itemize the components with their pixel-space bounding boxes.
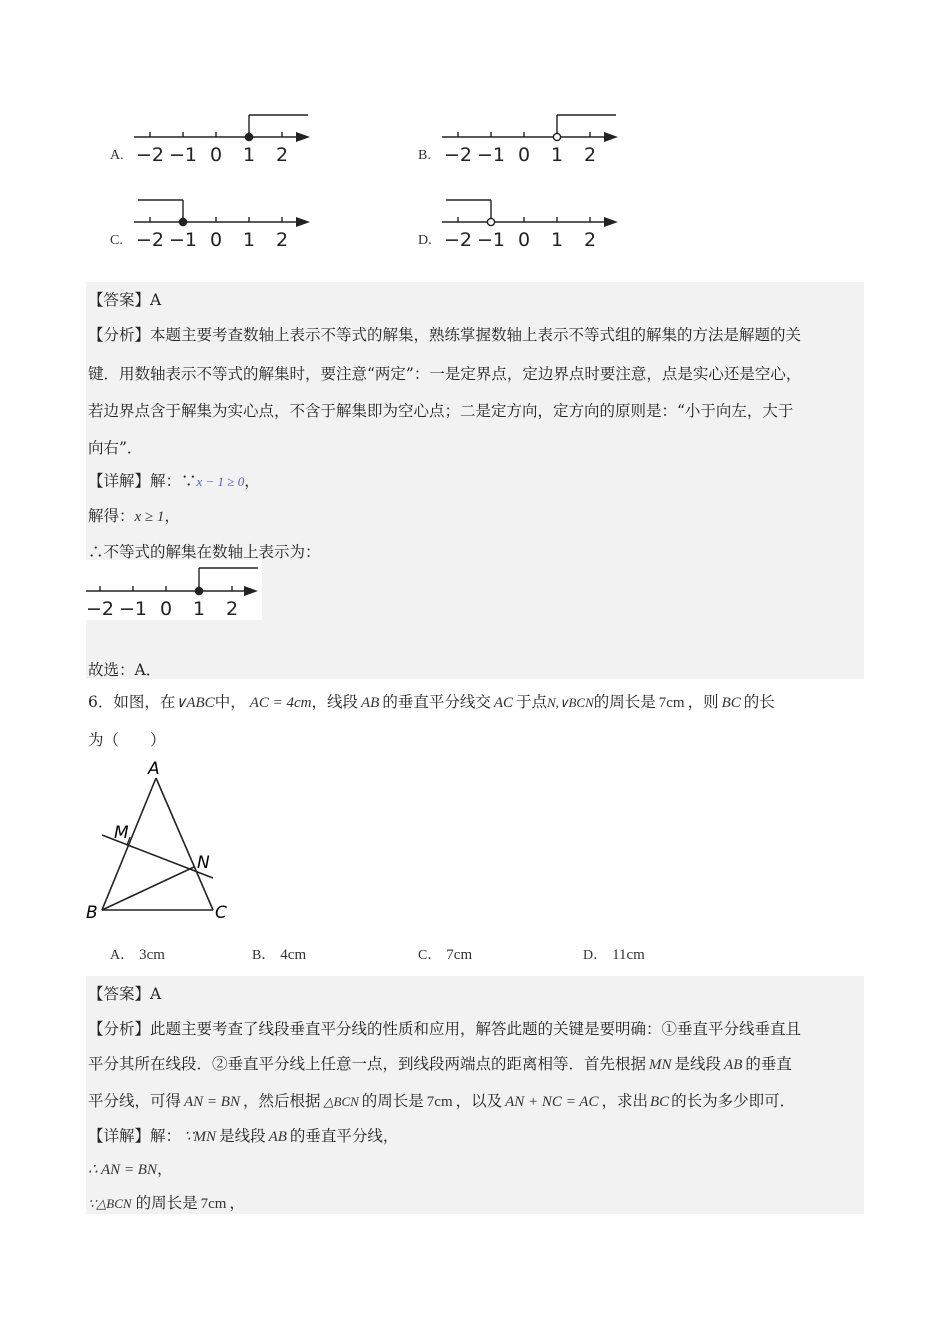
stem-text: 6．如图，在 — [88, 693, 176, 711]
q6-choice-b[interactable]: B． 4cm — [252, 947, 307, 963]
option-d-label: D. — [418, 233, 432, 248]
detail-label: 【详解】解：∵ — [88, 472, 197, 490]
tick-label: −1 — [118, 598, 148, 620]
stem-math: 7cm — [658, 695, 685, 711]
tick-label: 1 — [550, 144, 564, 166]
solved-inequality: x ≥ 1 — [134, 509, 165, 525]
analysis-math: △BCN — [323, 1094, 359, 1109]
stem-text: 于点 — [516, 693, 548, 711]
tick-label: −2 — [135, 144, 165, 166]
number-line-option-a — [128, 105, 318, 167]
tick-label: 2 — [275, 144, 289, 166]
detail-text: 【详解】解： — [88, 1127, 182, 1145]
analysis-math: 7cm — [426, 1094, 453, 1110]
stem-text: 的长 — [743, 693, 775, 711]
q5-final: 故选：A． — [88, 661, 162, 679]
stem-text: ，则 — [687, 693, 719, 711]
tick-label: −1 — [168, 229, 198, 251]
detail-math: ∴ AN = BN — [88, 1162, 157, 1178]
number-line-option-d — [436, 190, 626, 252]
tick-label: −2 — [86, 598, 115, 620]
tick-label: 2 — [583, 229, 597, 251]
tick-label: 1 — [550, 229, 564, 251]
stem-math: ∨ABC — [175, 695, 215, 711]
option-b-label: B. — [418, 148, 431, 163]
q6-stem-line-1 — [88, 690, 775, 712]
analysis-text: 平分线，可得 — [88, 1092, 182, 1110]
analysis-text: 的周长是 — [361, 1092, 424, 1110]
tick-label: 1 — [242, 229, 256, 251]
detail-text: 的垂直平分线， — [289, 1127, 399, 1145]
analysis-text: ，求出 — [601, 1092, 648, 1110]
tick-labels — [136, 229, 288, 251]
analysis-text: 的长为多少即可． — [671, 1092, 796, 1110]
analysis-math: AN + NC = AC — [505, 1094, 599, 1110]
stem-text: 的垂直平分线交 — [382, 693, 491, 711]
q6-analysis-line-2 — [88, 1052, 792, 1074]
analysis-math: AB — [724, 1057, 743, 1073]
q6-answer: 【答案】A — [88, 985, 162, 1003]
q5-answer: 【答案】A — [88, 291, 162, 309]
side-ac — [156, 778, 213, 910]
tick-label: −1 — [476, 229, 506, 251]
detail-inequality: x − 1 ≥ 0 — [196, 474, 245, 489]
q6-stem-line-2: 为（ ） — [88, 731, 166, 749]
detail-math: AB — [268, 1129, 287, 1145]
tick-label: −1 — [168, 144, 198, 166]
q6-analysis-line-1: 【分析】此题主要考查了线段垂直平分线的性质和应用，解答此题的关键是要明确：①垂直平分线垂直且 — [88, 1020, 802, 1038]
q6-choice-a[interactable]: A． 3cm — [110, 947, 165, 963]
tick-label: −2 — [135, 229, 165, 251]
q5-analysis-line-4: 向右”． — [88, 439, 143, 457]
stem-math: AB — [361, 695, 380, 711]
option-c-label: C. — [110, 233, 123, 248]
option-a-label: A. — [110, 148, 124, 163]
tick-label: 2 — [225, 598, 239, 620]
solid-point — [195, 587, 202, 594]
analysis-text: 的垂直 — [745, 1055, 792, 1073]
tick-label: 0 — [209, 144, 223, 166]
side-ab — [102, 778, 156, 910]
detail-text: ， — [229, 1194, 245, 1212]
axis-arrow — [296, 132, 310, 142]
q6-detail-line-1 — [88, 1124, 398, 1146]
q6-detail-line-2 — [88, 1157, 173, 1179]
analysis-math: BC — [649, 1094, 670, 1110]
detail-math: ∵△BCN — [88, 1196, 132, 1211]
detail-text: ， — [156, 1160, 173, 1178]
detail-text: 的周长是 — [135, 1194, 198, 1212]
q6-analysis-line-3 — [88, 1089, 795, 1111]
tick-label: −2 — [443, 229, 473, 251]
tick-label: 1 — [192, 598, 206, 620]
tick-label: 0 — [209, 229, 223, 251]
stem-math: AC — [493, 695, 514, 711]
q5-solved — [88, 504, 180, 526]
axis-arrow — [244, 586, 258, 596]
tick-label: 2 — [583, 144, 597, 166]
solved-label: 解得： — [88, 507, 135, 525]
detail-comma: ， — [244, 472, 260, 490]
q6-choice-d[interactable]: D． 11cm — [583, 947, 645, 963]
detail-math: 7cm — [200, 1196, 227, 1212]
q5-detail — [88, 469, 260, 491]
tick-label: 2 — [275, 229, 289, 251]
detail-math: ∵MN — [184, 1129, 217, 1145]
q5-therefore: ∴不等式的解集在数轴上表示为： — [88, 543, 321, 561]
axis-arrow — [604, 132, 618, 142]
tick-label: 0 — [159, 598, 173, 620]
number-line-option-c — [128, 190, 318, 252]
stem-math: N,∨BCN — [547, 695, 594, 710]
stem-math: BC — [721, 695, 741, 711]
hollow-point — [487, 218, 494, 225]
axis-arrow — [296, 217, 310, 227]
tick-label: 0 — [517, 229, 531, 251]
tick-label: −1 — [476, 144, 506, 166]
detail-text: 是线段 — [219, 1127, 266, 1145]
q6-detail-line-3 — [88, 1191, 245, 1213]
stem-text: 的周长是 — [593, 693, 656, 711]
triangle-figure — [80, 758, 240, 926]
tick-label: −2 — [443, 144, 473, 166]
analysis-text: ，以及 — [455, 1092, 503, 1110]
q6-choice-c[interactable]: C． 7cm — [418, 947, 473, 963]
q5-analysis-line-1: 【分析】本题主要考查数轴上表示不等式的解集，熟练掌握数轴上表示不等式组的解集的方法是解题的关 — [88, 326, 802, 344]
tick-label: 0 — [517, 144, 531, 166]
number-line-solution — [86, 560, 262, 620]
tick-label: 1 — [242, 144, 256, 166]
label-c: C — [215, 903, 227, 923]
solid-point — [179, 218, 186, 225]
tick-labels — [444, 144, 596, 166]
analysis-text: 平分其所在线段．②垂直平分线上任意一点，到线段两端点的距离相等．首先根据 — [88, 1055, 647, 1073]
stem-text: ，线段 — [311, 693, 358, 711]
label-n: N — [197, 853, 210, 873]
tick-labels — [136, 144, 288, 166]
solid-point — [245, 133, 252, 140]
label-b: B — [86, 903, 98, 923]
number-line-option-b — [436, 105, 626, 167]
axis-arrow — [604, 217, 618, 227]
solved-comma: ， — [164, 507, 180, 525]
hollow-point — [553, 133, 560, 140]
analysis-text: 是线段 — [674, 1055, 722, 1073]
segment-bn — [102, 867, 194, 910]
stem-text: 中， — [214, 693, 246, 711]
analysis-text: ，然后根据 — [242, 1092, 321, 1110]
analysis-math: MN — [649, 1057, 672, 1073]
analysis-math: AN = BN — [184, 1094, 240, 1110]
q5-analysis-line-3: 若边界点含于解集为实心点，不含于解集即为空心点；二是定方向，定方向的原则是：“小于向左，大于 — [88, 402, 794, 420]
tick-labels — [444, 229, 596, 251]
q5-analysis-line-2: 键．用数轴表示不等式的解集时，要注意“两定”：一是定界点，定边界点时要注意，点是实心还是空心， — [88, 365, 802, 383]
stem-math: AC = 4cm — [249, 695, 312, 711]
label-a: A — [148, 759, 160, 779]
label-m: M — [114, 823, 129, 843]
tick-labels — [86, 598, 238, 620]
